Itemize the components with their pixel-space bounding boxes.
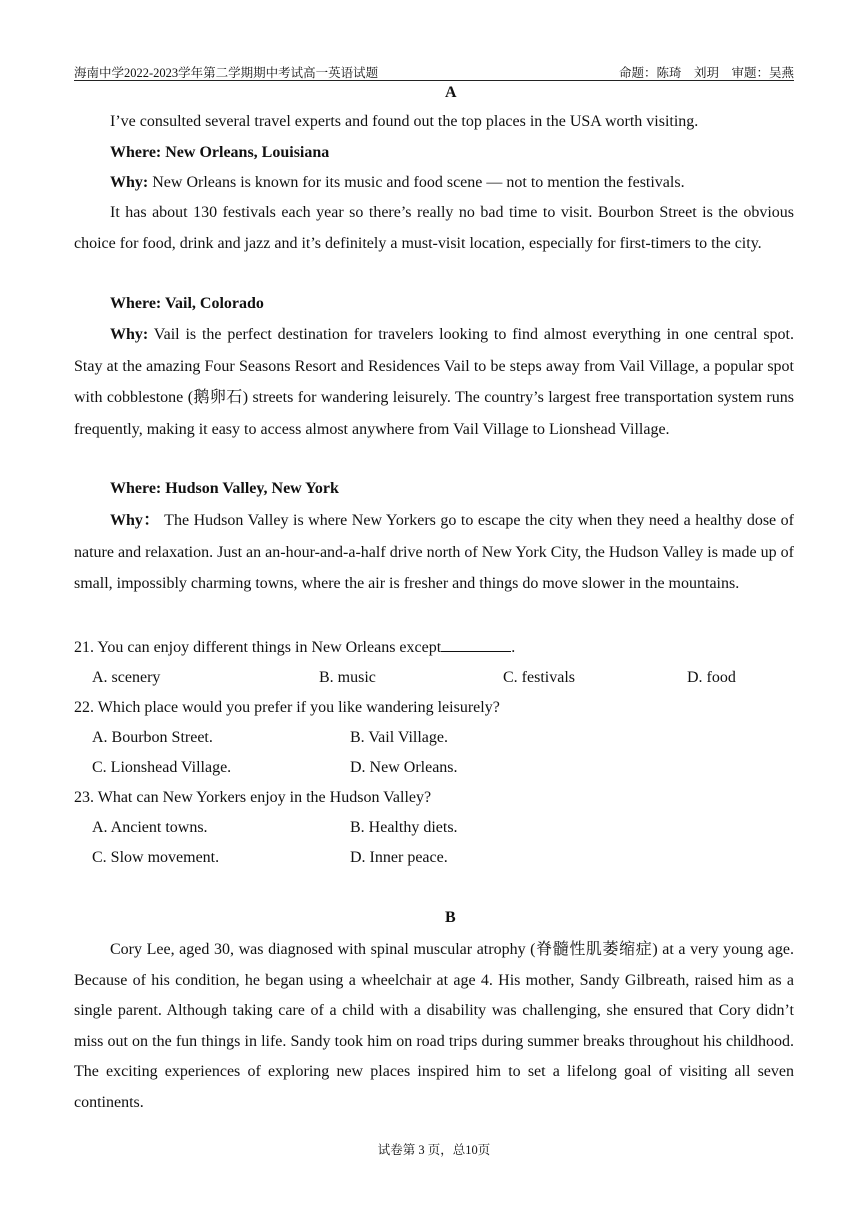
- why-label: Why:: [110, 174, 149, 191]
- q23-option-b: B. Healthy diets.: [350, 819, 458, 836]
- header-left-title: 海南中学2022-2023学年第二学期期中考试高一英语试题: [74, 66, 379, 80]
- header-divider: [74, 80, 794, 81]
- q22-option-b: B. Vail Village.: [350, 729, 448, 746]
- why-label: Why:: [110, 326, 149, 343]
- section-b-label: B: [445, 909, 456, 926]
- section-a-label: A: [445, 84, 457, 101]
- why-new-orleans: [74, 168, 794, 199]
- where-vail: Where: Vail, Colorado: [110, 295, 264, 312]
- q22-option-d: D. New Orleans.: [350, 759, 458, 776]
- where-hudson-valley: Where: Hudson Valley, New York: [110, 480, 339, 497]
- q23-option-a: A. Ancient towns.: [92, 819, 208, 836]
- why-text: The Hudson Valley is where New Yorkers go to escape the city when they need a healthy dose of nature and relaxation. Just an an-hour-and-a-half drive north of New York City, the Hudson Valley is made up of small, impossibly charming towns, where the air is fresher and things do move slower in the mountains.: [74, 512, 795, 592]
- q21-option-d: D. food: [687, 669, 736, 686]
- q21-option-b: B. music: [319, 669, 376, 686]
- question-21: [74, 636, 515, 657]
- page-number: 试卷第 3 页，总10页: [377, 1143, 491, 1157]
- header-right-authors: 命题：陈琦 刘玥 审题：吴燕: [618, 66, 794, 80]
- question-22-stem: 22. Which place would you prefer if you like wandering leisurely?: [74, 699, 500, 716]
- q23-option-d: D. Inner peace.: [350, 849, 448, 866]
- why-vail: [74, 319, 794, 445]
- q23-option-c: C. Slow movement.: [92, 849, 220, 866]
- answer-blank: [441, 636, 511, 652]
- q22-option-c: C. Lionshead Village.: [92, 759, 232, 776]
- where-new-orleans: Where: New Orleans, Louisiana: [110, 144, 330, 161]
- section-a-intro: I’ve consulted several travel experts and found out the top places in the USA worth visiting.: [110, 113, 699, 130]
- q21-option-c: C. festivals: [503, 669, 575, 686]
- question-23-stem: 23. What can New Yorkers enjoy in the Hudson Valley?: [74, 789, 432, 806]
- section-b-paragraph: Cory Lee, aged 30, was diagnosed with spinal muscular atrophy (脊髓性肌萎缩症) at a very young age. Because of his condition, he began using a wheelchair at age 4. His mother, Sandy Gilbreath, raised him as a single parent. Although taking care of a child with a disability was challenging, she ensured that Cory didn’t miss out on the fun things in life. Sandy took him on road trips during summer breaks throughout his childhood. The exciting experiences of exploring new places inspired him to set a lifelong goal of visiting all seven continents.: [74, 941, 794, 1111]
- q22-option-a: A. Bourbon Street.: [92, 729, 213, 746]
- question-21-stem-end: .: [511, 639, 516, 656]
- why-text: Vail is the perfect destination for travelers looking to find almost everything in one central spot. Stay at the amazing Four Seasons Resort and Residences Vail to be steps away from Vail Village, a popular spot with cobblestone (鹅卵石) streets for wandering leisurely. The country’s largest free transportation system runs frequently, making it easy to access almost anywhere from Vail Village to Lionshead Village.: [74, 326, 794, 438]
- question-21-stem: 21. You can enjoy different things in New Orleans except: [74, 639, 442, 656]
- why-text: New Orleans is known for its music and food scene — not to mention the festivals.: [148, 174, 685, 191]
- q21-option-a: A. scenery: [92, 669, 161, 686]
- why-hudson-valley: [74, 505, 794, 600]
- new-orleans-details: It has about 130 festivals each year so there’s really no bad time to visit. Bourbon Street is the obvious choice for food, drink and jazz and it’s definitely a must-visit location, especially for first-timers to the city.: [74, 204, 794, 252]
- why-label: Why：: [110, 512, 160, 529]
